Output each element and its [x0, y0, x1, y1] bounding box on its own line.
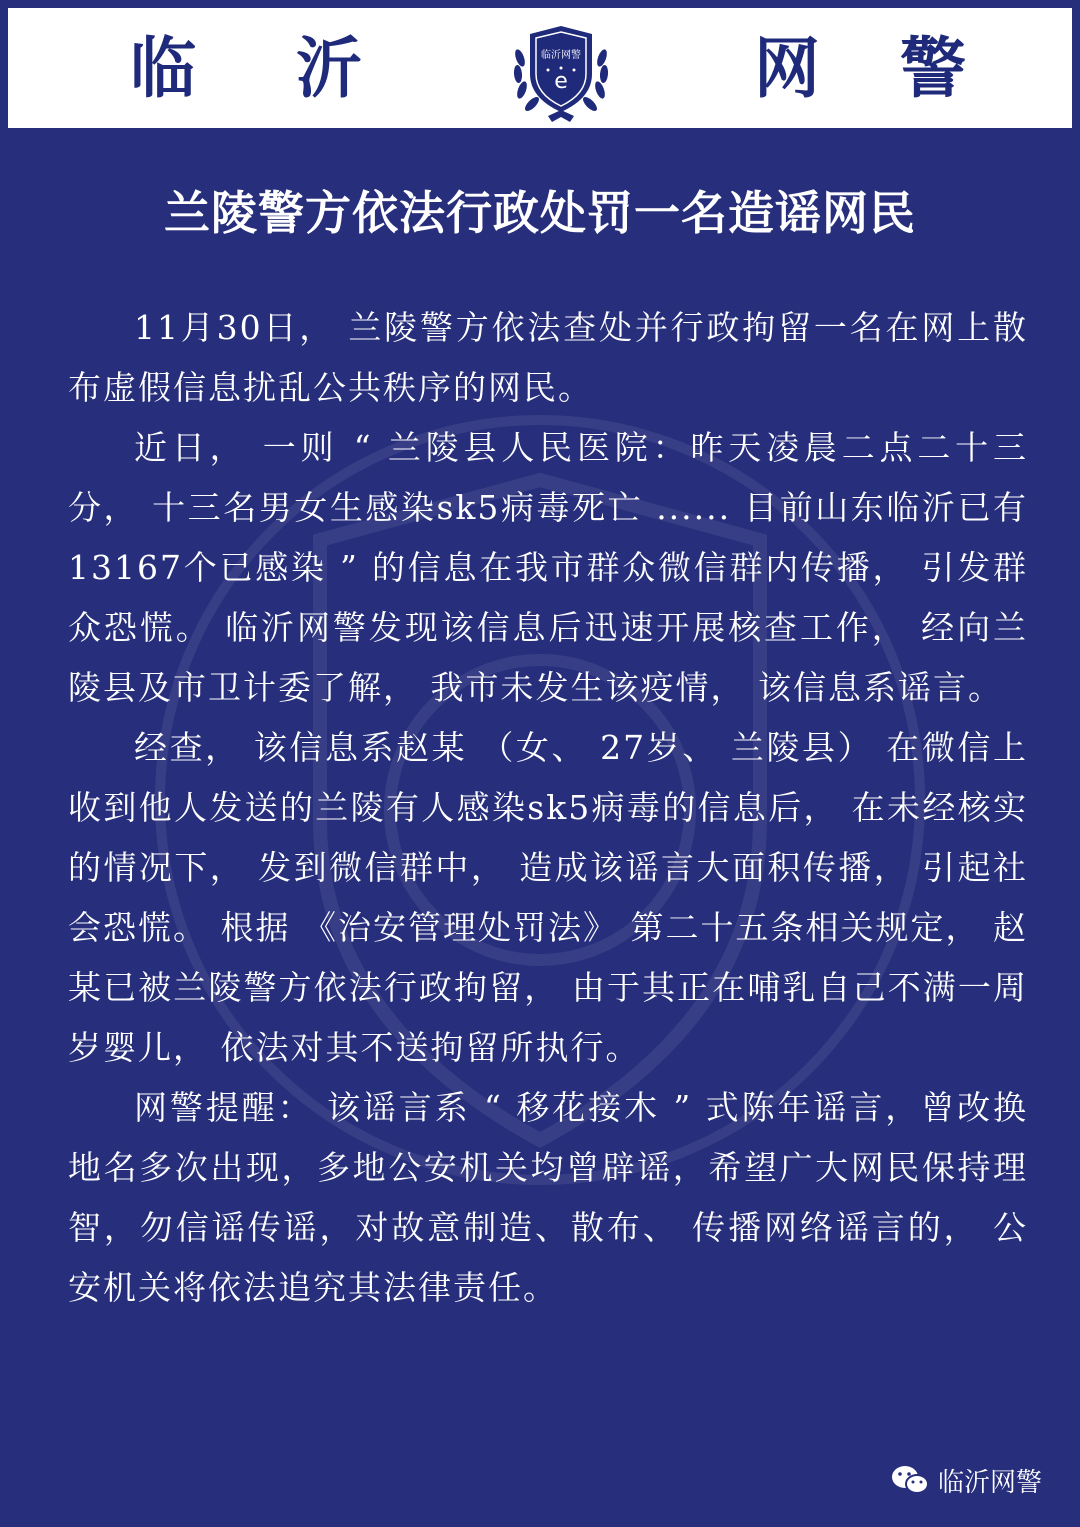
header-char-1: 临	[130, 29, 196, 107]
paragraph-2: 近日， 一则 “ 兰陵县人民医院：昨天凌晨二点二十三分， 十三名男女生感染sk5病毒死亡 ...... 目前山东临沂已有13167个已感染 ” 的信息在我市群众微信群内传播， 引发群众恐慌。 临沂网警发现该信息后迅速开展核查工作， 经向兰陵县及市卫计委了解， 我市未发生该疫情， 该信息系谣言。	[68, 428, 1028, 707]
wechat-icon	[890, 1463, 930, 1497]
article-title: 兰陵警方依法行政处罚一名造谣网民	[164, 186, 916, 240]
header-char-3: 网	[754, 29, 820, 107]
badge-letter: e	[554, 69, 568, 94]
wechat-account-footer[interactable]	[890, 1458, 1042, 1502]
header-char-4: 警	[900, 29, 966, 107]
police-badge-logo	[508, 18, 614, 124]
header-banner	[8, 8, 1072, 128]
paragraph-4: 网警提醒： 该谣言系 “ 移花接木 ” 式陈年谣言，曾改换地名多次出现，多地公安机关均曾辟谣，希望广大网民保持理智，勿信谣传谣，对故意制造、散布、 传播网络谣言的， 公安机关将依法追究其法律责任。	[68, 1088, 1028, 1307]
badge-text: 临沂网警	[541, 50, 581, 61]
header-char-2: 沂	[296, 29, 362, 107]
article-body	[68, 298, 1028, 1318]
paragraph-1: 11月30日， 兰陵警方依法查处并行政拘留一名在网上散布虚假信息扰乱公共秩序的网民。	[68, 308, 1028, 407]
paragraph-3: 经查， 该信息系赵某 （女、 27岁、 兰陵县） 在微信上收到他人发送的兰陵有人感染sk5病毒的信息后， 在未经核实的情况下， 发到微信群中， 造成该谣言大面积传播， 引起社会恐慌。 根据 《治安管理处罚法》 第二十五条相关规定， 赵某已被兰陵警方依法行政拘留， 由于其正在哺乳自己不满一周岁婴儿， 依法对其不送拘留所执行。	[68, 728, 1028, 1067]
account-name: 临沂网警	[938, 1467, 1043, 1498]
